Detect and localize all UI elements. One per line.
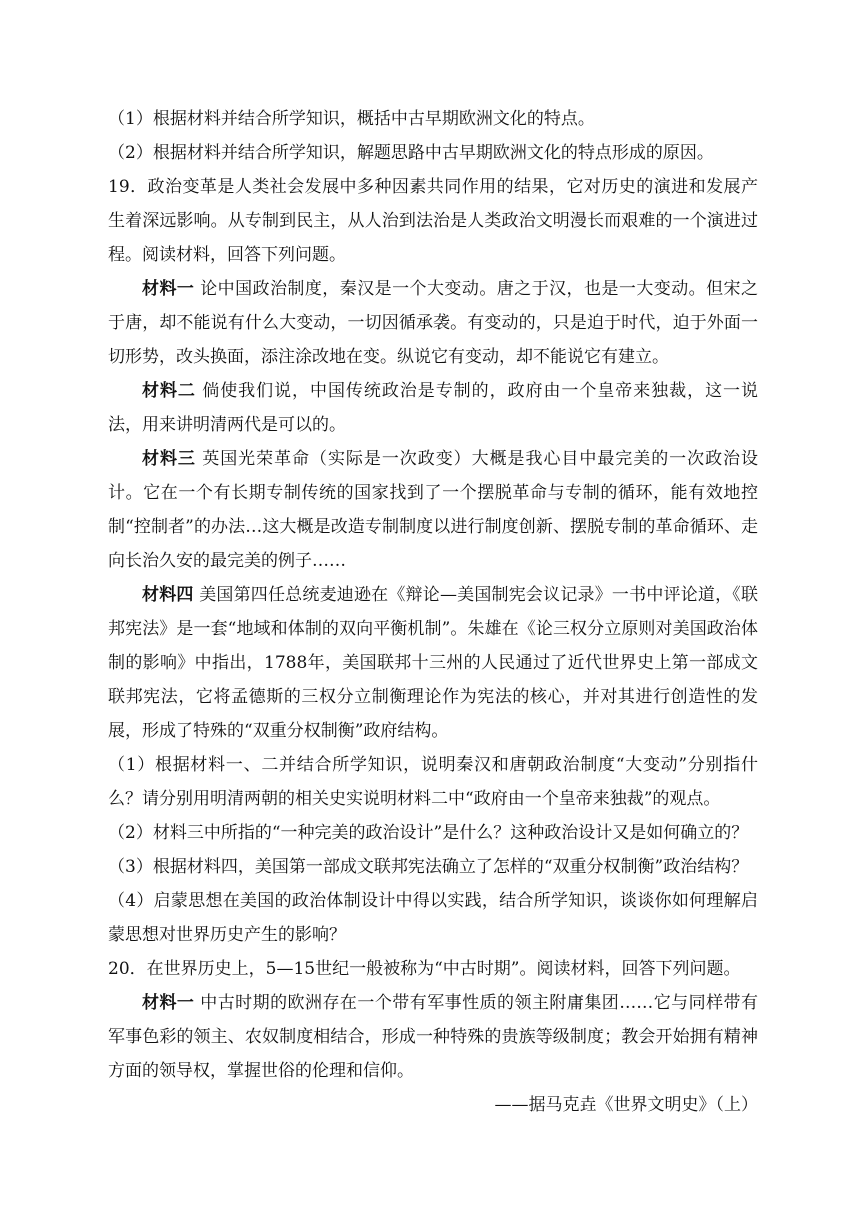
question-18-part-2: （2）根据材料并结合所学知识，解题思路中古早期欧洲文化的特点形成的原因。 — [108, 143, 714, 163]
material-label: 材料一 — [142, 993, 195, 1013]
question-19-part-2: （2）材料三中所指的“一种完美的政治设计”是什么？这种政治设计又是如何确立的？ — [108, 823, 749, 843]
material-text: 论中国政治制度，秦汉是一个大变动。唐之于汉，也是一大变动。但宋之于唐，却不能说有什么大变动，一切因循承袭。有变动的，只是迫于时代，迫于外面一切形势，改头换面，添注涂改地在变。纵说它有变动，却不能说它有建立。 — [108, 279, 759, 367]
material-label: 材料四 — [142, 585, 194, 605]
material-text: 中古时期的欧洲存在一个带有军事性质的领主附庸集团……它与同样带有军事色彩的领主、农奴制度相结合，形成一种特殊的贵族等级制度；教会开始拥有精神方面的领导权，掌握世俗的伦理和信仰。 — [108, 993, 759, 1081]
material-text: 倘使我们说，中国传统政治是专制的，政府由一个皇帝来独裁，这一说法，用来讲明清两代是可以的。 — [108, 381, 759, 435]
question-19-material-3 — [108, 442, 758, 578]
question-19-material-4 — [108, 578, 758, 748]
material-text: 英国光荣革命（实际是一次政变）大概是我心目中最完美的一次政治设计。它在一个有长期专制传统的国家找到了一个摆脱革命与专制的循环，能有效地控制“控制者”的办法…这大概是改造专制制度以进行制度创新、摆脱专制的革命循环、走向长治久安的最完美的例子…… — [108, 449, 759, 571]
material-text: 美国第四任总统麦迪逊在《辩论—美国制宪会议记录》一书中评论道，《联邦宪法》是一套“地域和体制的双向平衡机制”。朱雄在《论三权分立原则对美国政治体制的影响》中指出，1788年，美国联邦十三州的人民通过了近代世界史上第一部成文联邦宪法，它将孟德斯的三权分立制衡理论作为宪法的核心，并对其进行创造性的发展，形成了特殊的“双重分权制衡”政府结构。 — [108, 585, 758, 741]
question-19-material-1 — [108, 272, 758, 374]
material-source: ——据马克垚《世界文明史》（上） — [494, 1095, 758, 1115]
exam-page — [108, 102, 758, 1122]
question-19-part-1: （1）根据材料一、二并结合所学知识，说明秦汉和唐朝政治制度“大变动”分别指什么？请分别用明清两朝的相关史实说明材料二中“政府由一个皇帝来独裁”的观点。 — [108, 755, 758, 809]
question-18-part-1: （1）根据材料并结合所学知识，概括中古早期欧洲文化的特点。 — [108, 109, 595, 129]
question-19-material-2 — [108, 374, 758, 442]
question-19-stem: 19．政治变革是人类社会发展中多种因素共同作用的结果，它对历史的演进和发展产生着深远影响。从专制到民主，从人治到法治是人类政治文明漫长而艰难的一个演进过程。阅读材料，回答下列问题。 — [108, 177, 758, 265]
question-20-stem: 20．在世界历史上，5—15世纪一般被称为“中古时期”。阅读材料，回答下列问题。 — [108, 959, 741, 979]
question-20-material-1 — [108, 986, 758, 1088]
material-label: 材料二 — [142, 381, 196, 401]
material-label: 材料三 — [142, 449, 196, 469]
question-19-part-4: （4）启蒙思想在美国的政治体制设计中得以实践，结合所学知识，谈谈你如何理解启蒙思想对世界历史产生的影响？ — [108, 891, 758, 945]
material-label: 材料一 — [142, 279, 195, 299]
question-19-part-3: （3）根据材料四，美国第一部成文联邦宪法确立了怎样的“双重分权制衡”政治结构？ — [108, 857, 749, 877]
